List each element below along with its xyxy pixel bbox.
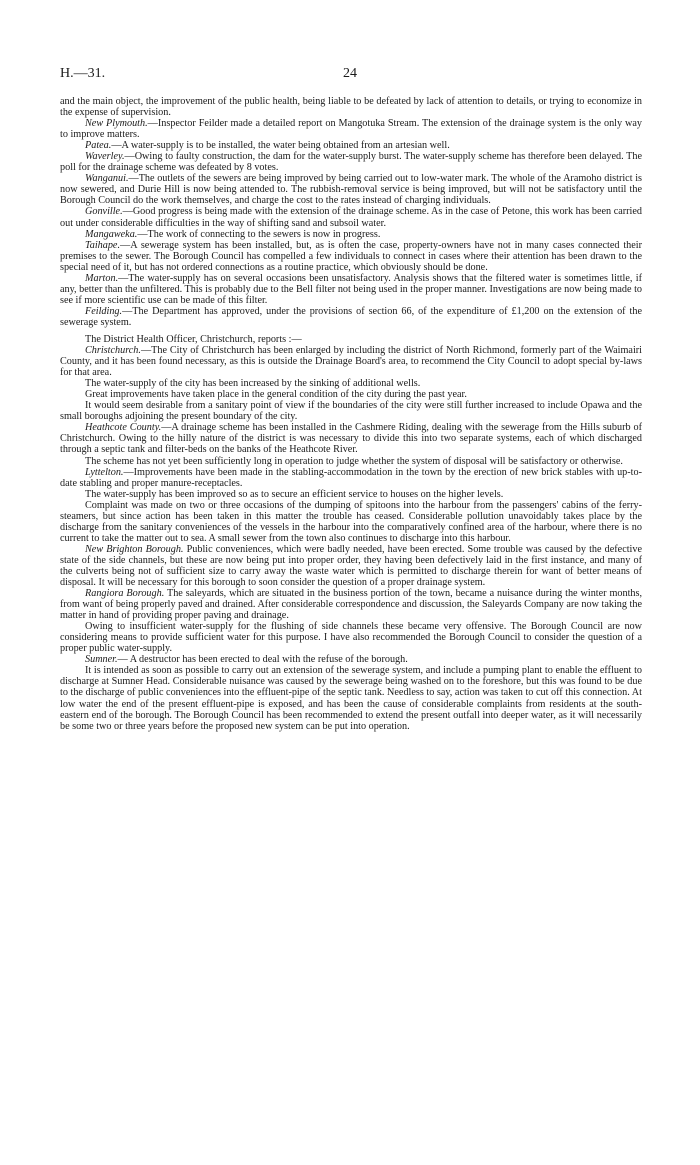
paragraph-wanganui: Wanganui.—The outlets of the sewers are being improved by being carried out to low-water mark. The whole of the Aramoho district is now sewered, and Durie Hill is now being attended to. The rubbish-removal service is being improved, but will not be satisfactory until the Borough Council do the work themselves, and charge the cost to the rates instead of charging individuals. xyxy=(60,173,642,207)
paragraph-marton: Marton.—The water-supply has on several occasions been unsatisfactory. Analysis shows that the filtered water is sometimes little, if any, better than the unfiltered. This is probably due to the Bell filter not being used in the proper manner. Investigations are now being made to see if more scientific use can be made of this filter. xyxy=(60,272,642,306)
paragraph-taihape: Taihape.—A sewerage system has been installed, but, as is often the case, property-owners have not in many cases connected their premises to the sewer. The Borough Council has compelled a few individuals to connect in cases where their attention has been drawn to the special need of it, but has not ordered connections as a routine practice, which obviously should be done. xyxy=(60,239,642,273)
paragraph-lyttelton: Lyttelton.—Improvements have been made in the stabling-accommodation in the town by the erection of new brick stables with up-to-date stabling and proper manure-receptacles. xyxy=(60,466,642,489)
place-name: Rangiora Borough. xyxy=(85,588,165,600)
place-name: Mangaweka. xyxy=(85,228,138,240)
place-name: Christchurch. xyxy=(85,345,141,357)
paragraph-sumner-sewerage: It is intended as soon as possible to carry out an extension of the sewerage system, and include a pumping plant to enable the effluent to discharge at Sumner Head. Considerable nuisance was caused by the sewerage being washed on to the foreshore, but this was found to be due to the discharge of public conveniences into the effluent-pipe of the septic tank. Needless to say, action was taken to cut off this connection. At low water the end of the present effluent-pipe is exposed, and has been the cause of considerable complaints from residents at the south-eastern end of the borough. The Borough Council has been recommended to extend the present outfall into deeper water, as it will necessarily be some two or three years before the proposed new system can be put into operation. xyxy=(60,665,642,732)
paragraph-new-brighton: New Brighton Borough. Public conveniences, which were badly needed, have been erected. Some trouble was caused by the defective state of the side channels, but these are now being put into proper order, they having been defectively laid in the first instance, and many of the culverts being not of sufficient size to carry away the waste water which is permitted to discharge therein for want of better means of disposal. It will be necessary for this borough to soon consider the question of a proper drainage system. xyxy=(60,543,642,589)
place-name: New Brighton Borough. xyxy=(85,543,184,555)
place-name: Lyttelton. xyxy=(85,466,124,478)
paragraph-scheme: The scheme has not yet been sufficiently long in operation to judge whether the system of disposal will be satisfactory or otherwise. xyxy=(85,455,623,467)
place-name: Feilding. xyxy=(85,305,123,317)
paragraph-waverley: Waverley.—Owing to faulty construction, the dam for the water-supply burst. The water-supply scheme has therefore been delayed. The poll for the drainage scheme was defeated by 8 votes. xyxy=(60,151,642,174)
paragraph-heathcote: Heathcote County.—A drainage scheme has been installed in the Cashmere Riding, dealing with the sewerage from the Hills suburb of Christchurch. Owing to the hilly nature of the district is was necessary to divide this into two separate systems, each of which discharged through a septic tank and filter-beds on the banks of the Heathcote River. xyxy=(60,422,642,456)
paragraph-patea: Patea.—A water-supply is to be installed, the water being obtained from an artesian well. xyxy=(85,140,450,152)
paragraph-gonville: Gonville.—Good progress is being made with the extension of the drainage scheme. As in the case of Petone, this work has been carried out under considerable difficulties in the way of shifting sand and subsoil water. xyxy=(60,206,642,229)
paragraph-boundaries: It would seem desirable from a sanitary point of view if the boundaries of the city were still further increased to include Opawa and the small boroughs adjoining the present boundary of the city. xyxy=(60,400,642,423)
place-name: Taihape. xyxy=(85,239,121,251)
paragraph-rangiora-water: Owing to insufficient water-supply for the flushing of side channels these became very offensive. The Borough Council are now considering means to provide sufficient water for this purpose. I have also recommended the Borough Council to consider the question of a proper public water-supply. xyxy=(60,621,642,655)
paragraph-new-plymouth: New Plymouth.—Inspector Feilder made a detailed report on Mangotuka Stream. The extension of the drainage system is the only way to improve matters. xyxy=(60,118,643,141)
paragraph-christchurch-intro: The District Health Officer, Christchurch, reports :— xyxy=(85,333,302,345)
report-reference: H.—31. xyxy=(60,66,106,81)
place-name: Patea. xyxy=(85,140,112,152)
paragraph-water-supply: The water-supply of the city has been increased by the sinking of additional wells. xyxy=(85,378,421,390)
paragraph-rangiora: Rangiora Borough. The saleyards, which are situated in the business portion of the town, became a nuisance during the winter months, from want of being properly paved and drained. After considerable correspondence and discussion, the Saleyards Company are now taking the matter in hand of providing proper paving and drainage. xyxy=(60,588,642,622)
paragraph-christchurch: Christchurch.—The City of Christchurch has been enlarged by including the district of North Richmond, formerly part of the Waimairi County, and it has been found necessary, as this is outside the Drainage Board's area, to recommend the City Council to adopt special by-laws for that area. xyxy=(60,345,642,379)
paragraph-complaint: Complaint was made on two or three occasions of the dumping of spitoons into the harbour from the passengers' cabins of the ferry-steamers, but since action has been taken in this matter the trouble has ceased. Considerable pollution unavoidably takes place by the discharge from the sanitary conveniences of the vessels in the harbour into the comparatively confined area of the harbour, where there is no current to take the matter out to sea. A small sewer from the town also continues to discharge into this harbour. xyxy=(60,499,642,544)
paragraph-improvements: Great improvements have taken place in the general condition of the city during the past year. xyxy=(85,389,467,401)
paragraph-continuation: and the main object, the improvement of the public health, being liable to be defeated by lack of attention to details, or trying to economize in the expense of supervision. xyxy=(60,96,642,119)
place-name: Waverley. xyxy=(85,151,125,163)
paragraph-mangaweka: Mangaweka.—The work of connecting to the sewers is now in progress. xyxy=(85,228,381,240)
paragraph-lyttelton-water: The water-supply has been improved so as to secure an efficient service to houses on the higher levels. xyxy=(85,488,504,500)
place-name: Sumner. xyxy=(85,654,118,666)
page-header xyxy=(60,66,640,84)
page-number: 24 xyxy=(343,66,357,81)
paragraph-feilding: Feilding.—The Department has approved, under the provisions of section 66, of the expenditure of £1,200 on the extension of the sewerage system. xyxy=(60,305,642,328)
report-body xyxy=(60,96,642,732)
place-name: Gonville. xyxy=(85,206,123,218)
paragraph-sumner: Sumner.— A destructor has been erected to deal with the refuse of the borough. xyxy=(85,654,408,666)
place-name: Heathcote County. xyxy=(85,422,162,434)
place-name: New Plymouth. xyxy=(85,118,148,130)
place-name: Marton. xyxy=(85,272,119,284)
place-name: Wanganui. xyxy=(85,173,129,185)
